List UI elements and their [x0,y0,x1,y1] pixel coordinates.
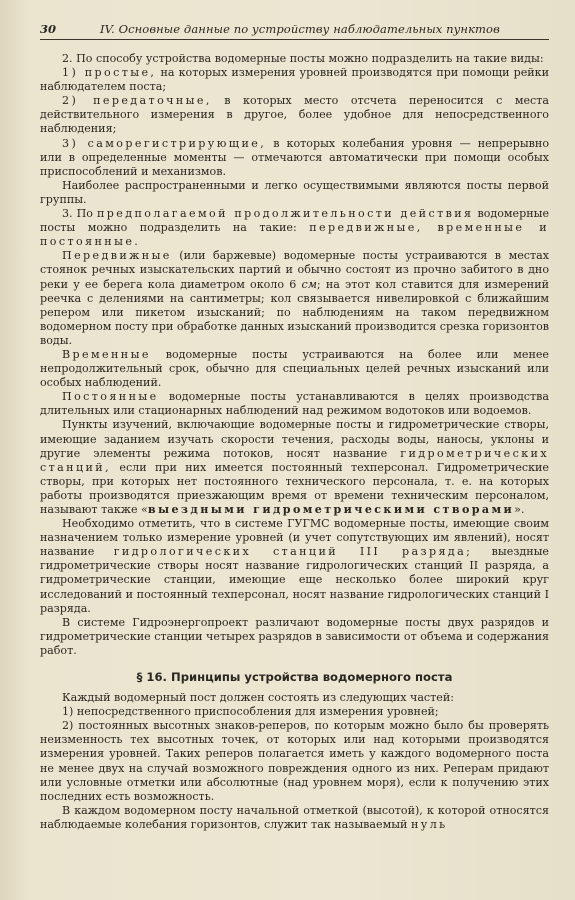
spaced-bold-term: выездными гидрометрическими створами [147,503,515,516]
paragraph-text: Каждый водомерный пост должен состоять из следующих частей: [62,691,454,705]
paragraph [40,691,549,705]
paragraph-text: 3. По [62,207,97,221]
spaced-term: гидрологических станций III разряда; [113,545,473,559]
paragraph-text: выездные гидрометрические створы носят название гидрологических станций II разряда, а гидрометрические станции, имеющие еще несколько более широкий круг исследований и постоянный техперсонал, носят название гидрологических станций I разряда. [40,545,549,615]
paragraph [40,418,549,517]
spaced-term: 3) саморегистрирующие, [62,136,267,150]
paragraph-text: водомерные посты можно подразделить на такие: [40,207,550,235]
running-header [40,22,549,40]
spaced-term: 1) простые, [62,66,157,80]
spaced-term: передвижные, временные и постоянные. [40,221,550,249]
spaced-term: Постоянные [62,390,159,404]
paragraph-text: ; на этот кол ставится для измерений реечка с делениями на сантиметры; кол связывается нивелировкой с ближайшим репером или пикетом изысканий; по наблюдениям на таком передвижном водомерном посту при обработке данных изысканий производится срезка горизонтов воды. [40,277,549,347]
paragraph [40,705,549,719]
paragraph-text: ». [514,503,525,516]
paragraph [40,179,549,207]
paragraph-text: В системе Гидроэнергопроект различают водомерные посты двух разрядов и гидрометрические станции четырех разрядов в зависимости от объема и содержания работ. [40,615,549,657]
paragraph [40,52,549,66]
paragraph-text: Пункты изучений, включающие водомерные посты и гидрометрические створы, имеющие заданием изучать скорости течения, расходы воды, наносы, уклоны и другие элементы режима потоков, носят название [40,418,549,460]
paragraph [40,137,549,179]
paragraph-text: водомерные посты устанавливаются в целях производства длительных или стационарных наблюдений над режимом водотоков или водоемов. [40,390,549,418]
paragraph [40,249,549,348]
paragraph [40,719,549,804]
paragraph [40,804,549,832]
paragraph [40,94,549,136]
paragraph-text: если при них имеется постоянный техперсонал. Гидрометрические створы, при которых нет постоянного технического персонала, т. е. на которых работы производятся приезжающим время от времени техническим персоналом, называют также « [40,460,549,516]
paragraph-text: на которых измерения уровней производятся при помощи рейки наблюдателем поста; [40,66,549,94]
paragraph [40,348,549,390]
paragraph-text: Наиболее распространенными и легко осуществимыми являются посты первой группы. [40,178,549,206]
spaced-term: Передвижные [62,249,172,263]
paragraph-text: 2. По способу устройства водомерные посты можно подразделить на такие виды: [62,52,544,65]
spaced-term: гидрометрических станций, [40,446,549,474]
paragraph [40,390,549,418]
paragraph-text: в которых место отсчета переносится с места действительного измерения в другое, более удобное для непосредственного наблюдения; [40,94,549,136]
unit-text: см [301,277,317,291]
spaced-term: нуль [410,817,448,831]
paragraph [40,616,549,658]
spaced-term: Временные [62,347,151,361]
paragraph-text: в которых колебания уровня — непрерывно или в определенные моменты — отмечаются автоматически при помощи особых приспособлений и механизмов. [40,136,549,178]
paragraph-text: водомерные посты устраиваются на более или менее непродолжительный срок, обычно для специальных целей речных изысканий или особых наблюдений. [40,347,549,390]
paragraph-text: (или баржевые) водомерные посты устраиваются в местах стоянок речных изыскательских партий и обычно состоят из прочно забитого в дно реки у ее берега кола диаметром около 6 [40,249,549,291]
paragraph [40,517,549,616]
main-text [40,52,549,832]
paragraph [40,207,549,249]
chapter-title: IV. Основные данные по устройству наблюдательных пунктов [100,22,500,36]
paragraph-text: В каждом водомерном посту начальной отметкой (высотой), к которой относятся наблюдаемые колебания горизонтов, служит так называемый [40,803,549,831]
paragraph [40,66,549,94]
section-heading: § 16. Принципы устройства водомерного поста [136,670,453,685]
paragraph-text: 2) постоянных высотных знаков-реперов, по которым можно было бы проверять неизменность тех высотных точек, от которых или над которыми производятся измерения уровней. Таких реперов полагается иметь у каждого водомерного поста не менее двух на случай возможного повреждения одного из них. Реперам придают или условные отметки или абсолютные (над уровнем моря), если к получению этих последних есть возможность. [40,719,549,803]
spaced-term: 2) передаточные, [62,94,212,108]
paragraph-text: Необходимо отметить, что в системе ГУГМС водомерные посты, имеющие своим назначением только измерение уровней (и учет сопутствующих им явлений), носят название [40,517,549,559]
page-number: 30 [40,22,57,36]
spaced-term: предполагаемой продолжительности действия [96,207,474,221]
paragraph-text: 1) непосредственного приспособления для измерения уровней; [62,705,439,719]
